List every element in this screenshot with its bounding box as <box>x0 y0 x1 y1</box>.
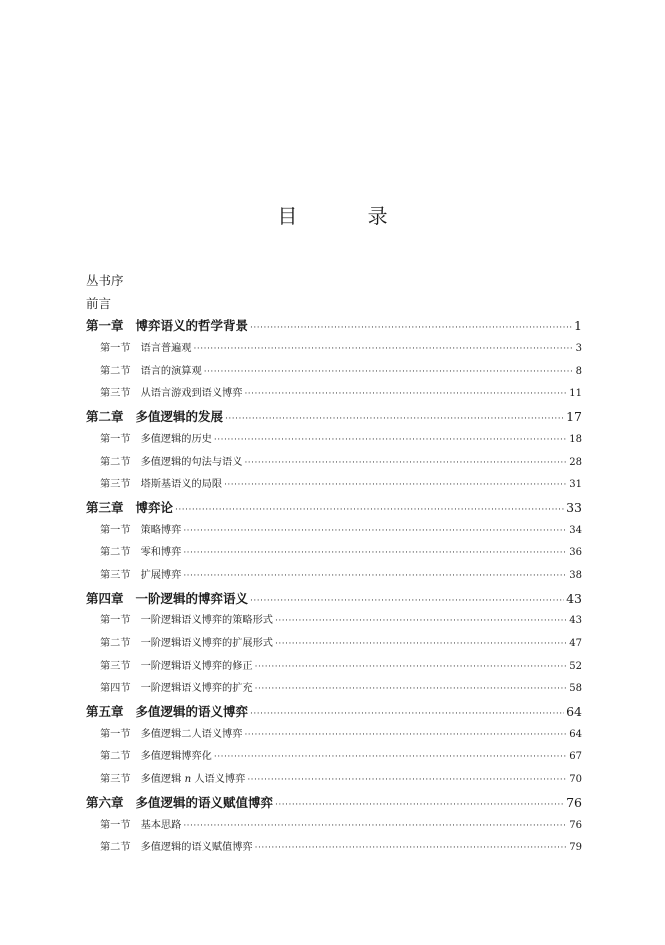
section-label: 第一节 <box>100 524 131 536</box>
section-label: 第二节 <box>100 751 131 763</box>
page-number: 11 <box>569 388 582 400</box>
leader-dots <box>250 703 564 726</box>
page-number: 33 <box>566 499 582 515</box>
leader-dots <box>244 383 567 406</box>
section-label: 第一节 <box>100 433 131 445</box>
leader-dots <box>275 794 564 817</box>
leader-dots <box>225 408 564 431</box>
section-title: 零和博弈 <box>140 547 182 559</box>
leader-dots <box>183 565 567 588</box>
section-label: 第一节 <box>100 615 131 627</box>
leader-dots <box>244 452 567 475</box>
toc-section-3-2[interactable] <box>86 542 582 565</box>
page-number: 70 <box>569 774 582 786</box>
toc-section-4-4[interactable] <box>86 678 582 701</box>
section-label: 第二节 <box>100 456 131 468</box>
section-label: 第三节 <box>100 569 131 581</box>
toc-entry-series-preface[interactable] <box>86 270 582 293</box>
toc-section-4-2[interactable] <box>86 633 582 656</box>
toc-section-2-2[interactable] <box>86 452 582 475</box>
toc-section-3-3[interactable] <box>86 565 582 588</box>
table-of-contents <box>86 270 582 860</box>
leader-dots <box>214 746 567 769</box>
section-title: 塔斯基语义的局限 <box>140 479 223 491</box>
page-number: 18 <box>569 433 582 445</box>
section-title: 一阶逻辑语义博弈的策略形式 <box>140 615 273 627</box>
section-title: 一阶逻辑语义博弈的扩展形式 <box>140 638 273 649</box>
toc-section-1-3[interactable] <box>86 383 582 406</box>
section-label: 第一节 <box>100 343 131 355</box>
section-title-part: 人语义博弈 <box>194 774 246 786</box>
section-title: 扩展博弈 <box>140 569 182 581</box>
section-label: 第三节 <box>100 774 131 786</box>
variable-n: n <box>184 774 192 786</box>
page-number: 34 <box>569 524 582 536</box>
page-number: 17 <box>566 409 582 425</box>
toc-section-5-2[interactable] <box>86 746 582 769</box>
section-title: 语言的演算观 <box>140 365 202 377</box>
toc-section-5-1[interactable] <box>86 724 582 747</box>
section-title: 一阶逻辑语义博弈的扩充 <box>140 683 253 695</box>
leader-dots <box>255 837 568 860</box>
chapter-title: 多值逻辑的语义赋值博弈 <box>135 794 274 810</box>
chapter-title: 博弈论 <box>135 499 174 515</box>
section-title: 多值逻辑博弈化 <box>140 751 212 763</box>
leader-dots <box>214 429 567 452</box>
section-title: 从语言游戏到语义博弈 <box>140 388 243 400</box>
page-number: 31 <box>569 479 582 491</box>
leader-dots <box>255 656 568 679</box>
toc-section-2-3[interactable] <box>86 474 582 497</box>
leader-dots <box>275 633 567 656</box>
page-number: 36 <box>569 547 582 559</box>
chapter-label: 第五章 <box>86 704 124 720</box>
toc-section-4-1[interactable] <box>86 610 582 633</box>
section-title: 多值逻辑的语义赋值博弈 <box>140 842 253 854</box>
section-title: 一阶逻辑语义博弈的修正 <box>140 660 253 672</box>
section-label: 第三节 <box>100 479 131 491</box>
toc-section-1-1[interactable] <box>86 338 582 361</box>
toc-chapter-4[interactable] <box>86 588 582 611</box>
section-label: 第二节 <box>100 638 131 649</box>
chapter-label: 第一章 <box>86 318 124 334</box>
toc-section-6-1[interactable] <box>86 815 582 838</box>
section-title: 基本思路 <box>140 819 182 831</box>
entry-title: 前言 <box>86 295 112 311</box>
section-label: 第二节 <box>100 842 131 854</box>
leader-dots <box>250 317 572 340</box>
toc-chapter-2[interactable] <box>86 406 582 429</box>
toc-section-2-1[interactable] <box>86 429 582 452</box>
page-number: 43 <box>566 590 582 606</box>
page-number: 52 <box>569 660 582 672</box>
page-number: 76 <box>566 794 582 810</box>
toc-section-1-2[interactable] <box>86 361 582 384</box>
toc-entry-preface[interactable] <box>86 293 582 316</box>
section-label: 第四节 <box>100 683 131 695</box>
page-number: 79 <box>569 842 582 854</box>
page-number: 38 <box>569 569 582 581</box>
page-number: 67 <box>569 751 582 763</box>
toc-section-5-3[interactable] <box>86 769 582 792</box>
leader-dots <box>224 474 567 497</box>
section-title: 多值逻辑的句法与语义 <box>140 456 243 468</box>
page-number: 43 <box>569 615 582 627</box>
section-title: 多值逻辑二人语义博弈 <box>140 728 243 740</box>
leader-dots <box>194 338 574 361</box>
page-number: 3 <box>575 343 582 355</box>
chapter-title: 一阶逻辑的博弈语义 <box>135 590 249 606</box>
chapter-title: 多值逻辑的发展 <box>135 409 224 425</box>
section-label: 第一节 <box>100 728 131 740</box>
toc-chapter-6[interactable] <box>86 792 582 815</box>
chapter-label: 第四章 <box>86 590 124 606</box>
leader-dots <box>183 542 567 565</box>
chapter-label: 第六章 <box>86 794 124 810</box>
page-number: 58 <box>569 683 582 695</box>
page-number: 47 <box>569 638 582 649</box>
chapter-title: 博弈语义的哲学背景 <box>135 318 249 334</box>
section-label: 第二节 <box>100 547 131 559</box>
leader-dots <box>244 724 567 747</box>
leader-dots <box>175 499 564 522</box>
section-title-part: 多值逻辑 <box>140 774 182 786</box>
page-number: 8 <box>575 365 582 377</box>
page-number: 1 <box>574 318 582 334</box>
page-number: 76 <box>569 819 582 831</box>
section-label: 第三节 <box>100 660 131 672</box>
section-label: 第三节 <box>100 388 131 400</box>
page-number: 64 <box>566 704 582 720</box>
section-title: 语言普遍观 <box>140 343 192 355</box>
chapter-label: 第二章 <box>86 409 124 425</box>
toc-chapter-5[interactable] <box>86 701 582 724</box>
toc-section-3-1[interactable] <box>86 520 582 543</box>
section-label: 第二节 <box>100 365 131 377</box>
section-title: 策略博弈 <box>140 524 182 536</box>
chapter-label: 第三章 <box>86 499 124 515</box>
leader-dots <box>275 610 567 633</box>
section-title <box>141 769 246 792</box>
page-number: 28 <box>569 456 582 468</box>
chapter-title: 多值逻辑的语义博弈 <box>135 704 249 720</box>
page-title: 目 录 <box>277 204 420 228</box>
page-number: 64 <box>569 728 582 740</box>
leader-dots <box>247 769 567 792</box>
entry-title: 丛书序 <box>86 273 124 288</box>
leader-dots <box>183 815 567 838</box>
leader-dots <box>255 678 568 701</box>
leader-dots <box>250 590 564 613</box>
toc-chapter-1[interactable] <box>86 315 582 338</box>
section-title: 多值逻辑的历史 <box>140 433 212 445</box>
section-label: 第一节 <box>100 819 131 831</box>
leader-dots <box>204 361 574 384</box>
toc-section-6-2[interactable] <box>86 837 582 860</box>
toc-chapter-3[interactable] <box>86 497 582 520</box>
leader-dots <box>183 520 567 543</box>
toc-section-4-3[interactable] <box>86 656 582 679</box>
